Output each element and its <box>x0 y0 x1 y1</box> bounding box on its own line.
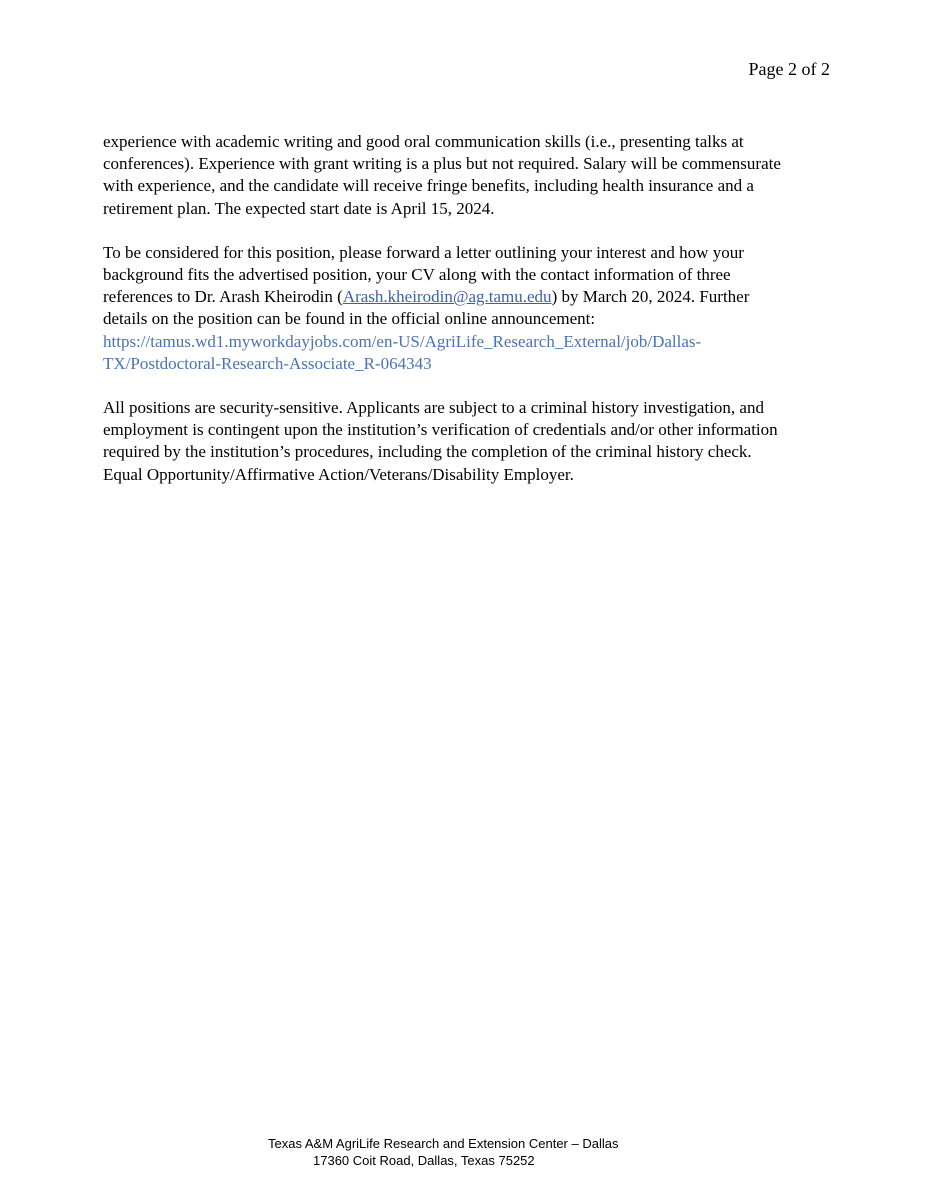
footer-center-name: Texas A&M AgriLife Research and Extension Center – Dallas <box>268 1136 619 1151</box>
text-segment: references to Dr. Arash Kheirodin ( <box>103 287 343 307</box>
email-link[interactable]: Arash.kheirodin@ag.tamu.edu <box>342 287 552 307</box>
document-body <box>103 131 833 508</box>
announcement-url-link[interactable] <box>103 332 701 373</box>
text-line: details on the position can be found in the official online announcement: <box>103 309 596 329</box>
text-line: experience with academic writing and good oral communication skills (i.e., presenting talks at <box>103 132 744 151</box>
text-segment: ) by March 20, 2024. Further <box>551 287 750 307</box>
text-line: retirement plan. The expected start date is April 15, 2024. <box>103 198 495 218</box>
url-line: https://tamus.wd1.myworkdayjobs.com/en-US/AgriLife_Research_External/job/Dallas- <box>103 331 702 351</box>
text-line: conferences). Experience with grant writing is a plus but not required. Salary will be commensurate <box>103 154 781 174</box>
paragraph-application <box>103 242 833 375</box>
url-line: TX/Postdoctoral-Research-Associate_R-064343 <box>103 353 432 373</box>
text-line: To be considered for this position, please forward a letter outlining your interest and how your <box>103 242 744 262</box>
text-line: background fits the advertised position, your CV along with the contact information of three <box>103 265 731 285</box>
text-line: required by the institution’s procedures, including the completion of the criminal history check. <box>103 442 752 462</box>
paragraph-security-notice <box>103 397 833 486</box>
paragraph-qualifications <box>103 131 833 220</box>
page-number: Page 2 of 2 <box>748 59 830 79</box>
text-line: employment is contingent upon the institution’s verification of credentials and/or other information <box>103 420 778 440</box>
text-line <box>103 287 749 306</box>
text-line: All positions are security-sensitive. Applicants are subject to a criminal history investigation, and <box>103 398 764 418</box>
text-line: with experience, and the candidate will receive fringe benefits, including health insurance and a <box>103 176 754 196</box>
text-line: Equal Opportunity/Affirmative Action/Veterans/Disability Employer. <box>103 464 574 484</box>
footer-address: 17360 Coit Road, Dallas, Texas 75252 <box>313 1153 535 1168</box>
